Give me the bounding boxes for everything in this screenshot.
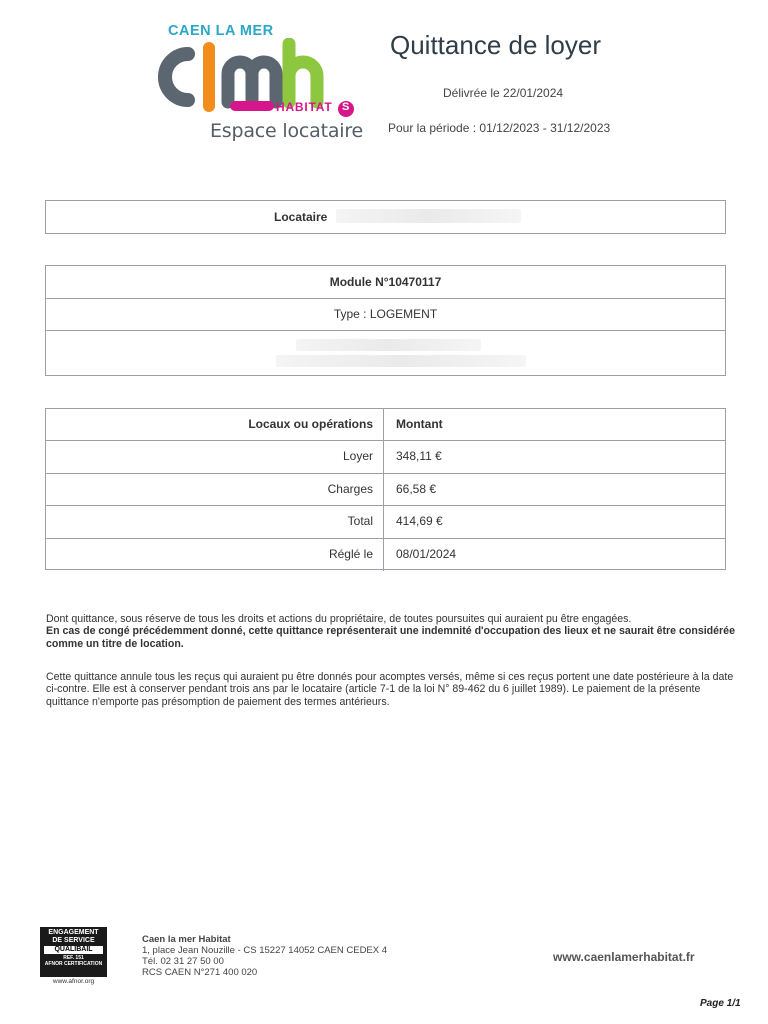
legal-text: Dont quittance, sous réserve de tous les droits et actions du propriétaire, de toutes poursuites qui auraient pu être engagées. bbox=[46, 613, 632, 625]
cert-line: QUALIBAIL bbox=[44, 946, 103, 954]
cert-line: REF. 151 bbox=[63, 955, 84, 961]
table-header-row bbox=[46, 409, 725, 441]
company-rcs: RCS CAEN N°271 400 020 bbox=[142, 967, 258, 978]
row-label: Réglé le bbox=[46, 539, 384, 571]
table-row bbox=[46, 474, 725, 506]
company-logo bbox=[148, 20, 363, 145]
column-header-operations: Locaux ou opérations bbox=[46, 409, 384, 440]
row-amount: 66,58 € bbox=[396, 481, 437, 496]
tenant-box bbox=[45, 200, 726, 234]
qualibail-certification-badge bbox=[40, 927, 107, 989]
row-amount: 414,69 € bbox=[396, 514, 443, 529]
tenant-label: Locataire bbox=[274, 210, 328, 224]
page-number: Page 1/1 bbox=[700, 998, 741, 1009]
module-type: Type : LOGEMENT bbox=[46, 299, 725, 331]
company-info bbox=[142, 934, 387, 978]
cert-line: AFNOR CERTIFICATION bbox=[44, 961, 103, 967]
cert-line: DE SERVICE bbox=[52, 937, 95, 944]
logo-habitat-badge: S bbox=[342, 101, 350, 113]
company-phone: Tél. 02 31 27 50 00 bbox=[142, 956, 224, 967]
logo-top-text: CAEN LA MER bbox=[168, 23, 274, 39]
billing-period: Pour la période : 01/12/2023 - 31/12/2023 bbox=[388, 121, 611, 135]
row-label: Loyer bbox=[46, 441, 384, 472]
cert-line: ENGAGEMENT bbox=[48, 929, 99, 936]
company-name: Caen la mer Habitat bbox=[142, 934, 231, 945]
document-title: Quittance de loyer bbox=[390, 30, 602, 60]
module-number: Module N°10470117 bbox=[46, 266, 725, 299]
logo-tagline: Espace locataire bbox=[210, 120, 364, 142]
row-amount: 08/01/2024 bbox=[396, 546, 457, 561]
delivery-date: Délivrée le 22/01/2024 bbox=[443, 86, 564, 100]
table-row bbox=[46, 539, 725, 571]
row-label: Total bbox=[46, 506, 384, 537]
logo-habitat-text: HABITAT bbox=[276, 100, 333, 114]
redacted-address-line-1 bbox=[296, 339, 481, 351]
redacted-address-line-2 bbox=[276, 355, 526, 367]
cert-url: www.afnor.org bbox=[52, 978, 95, 985]
operations-table bbox=[45, 408, 726, 570]
company-website: www.caenlamerhabitat.fr bbox=[553, 950, 695, 964]
table-row bbox=[46, 506, 725, 538]
redacted-tenant-name bbox=[336, 209, 521, 223]
column-header-amount: Montant bbox=[396, 417, 443, 431]
legal-paragraph-1 bbox=[46, 613, 736, 650]
table-row bbox=[46, 441, 725, 473]
company-address: 1, place Jean Nouzille - CS 15227 14052 CAEN CEDEX 4 bbox=[142, 945, 388, 956]
legal-text-bold: En cas de congé précédemment donné, cette quittance représenterait une indemnité d'occupation des lieux et ne saurait être considérée comme un titre de location. bbox=[46, 625, 735, 650]
module-box bbox=[45, 265, 726, 376]
row-amount: 348,11 € bbox=[396, 449, 442, 464]
legal-paragraph-2: Cette quittance annule tous les reçus qui auraient pu être donnés pour acomptes versés, même si ces reçus portent une date postérieure à la date ci-contre. Elle est à conserver pendant trois ans par le locataire (article 7-1 de la loi N° 89-462 du 6 juillet 1989). Le paiement de la présente quittance n'emporte pas présomption de paiement des termes antérieurs. bbox=[46, 671, 734, 708]
row-label: Charges bbox=[46, 474, 384, 505]
module-address-row bbox=[46, 331, 725, 375]
